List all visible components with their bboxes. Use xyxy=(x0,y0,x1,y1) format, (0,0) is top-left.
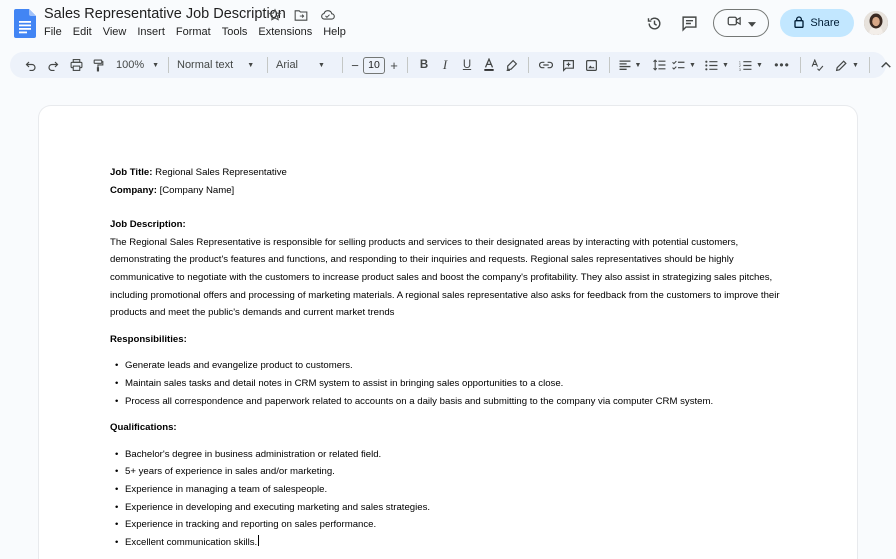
menu-help[interactable]: Help xyxy=(323,26,346,38)
description-paragraph: The Regional Sales Representative is responsible for selling products and services to their designated areas by interacting with potential customers, demonstrating the product's features and functions, and responding to their inquiries and requests. Regional sales representatives should be highly communicative to negotiate with the customers to increase product sales and boost the company's profitability. They also assist in strategizing sales pitches, including promotional offers and processing of marketing materials. A regional sales representative also asks for feedback from the customers to improve their products and meet the public's demands and current market trends xyxy=(110,236,780,319)
job-title-label: Job Title: xyxy=(110,167,153,178)
list-item: • 5+ years of experience in sales and/or marketing. xyxy=(110,463,790,481)
underline-icon[interactable]: U xyxy=(462,59,472,71)
list-item: • Experience in developing and executing marketing and sales strategies. xyxy=(110,499,790,517)
divider xyxy=(168,57,169,73)
menu-format[interactable]: Format xyxy=(175,26,211,38)
insert-image-icon[interactable] xyxy=(579,54,603,76)
numbered-list-icon[interactable]: 1 2 3 ▼ xyxy=(739,59,763,71)
list-item: • Maintain sales tasks and detail notes in CRM system to assist in bringing sales opportunities to a close. xyxy=(110,375,790,393)
menu-extensions[interactable]: Extensions xyxy=(258,26,313,38)
line-spacing-icon[interactable] xyxy=(648,54,670,76)
redo-icon[interactable] xyxy=(42,54,64,76)
company-line xyxy=(110,182,790,200)
menu-edit[interactable]: Edit xyxy=(72,26,92,38)
list-item: • Bachelor's degree in business administration or related field. xyxy=(110,446,790,464)
checklist-icon[interactable]: ▼ xyxy=(670,54,698,76)
app-header xyxy=(0,0,896,50)
list-item: • Generate leads and evangelize product to customers. xyxy=(110,357,790,375)
divider xyxy=(407,57,408,73)
folder-move-icon[interactable] xyxy=(292,7,310,23)
paint-format-icon[interactable] xyxy=(88,54,108,76)
bulleted-list-icon[interactable]: ▼ xyxy=(702,54,732,76)
comments-icon[interactable] xyxy=(678,12,700,34)
svg-text:2: 2 xyxy=(739,63,741,68)
divider xyxy=(342,57,343,73)
chevron-down-icon xyxy=(748,14,756,32)
style-value: Normal text xyxy=(177,59,234,71)
description-heading: Job Description: xyxy=(110,219,186,231)
align-icon[interactable]: ▼ xyxy=(616,54,644,76)
editing-mode-icon[interactable]: ▼ xyxy=(831,54,863,76)
svg-text:1: 1 xyxy=(739,59,741,64)
insert-comment-icon[interactable] xyxy=(557,54,579,76)
divider xyxy=(528,57,529,73)
list-item: • Process all correspondence and paperwork related to accounts on a daily basis and submitting to the company via computer CRM system. xyxy=(110,393,790,411)
company-label: Company: xyxy=(110,184,157,196)
qualifications-list xyxy=(110,446,790,552)
cloud-status-icon[interactable] xyxy=(318,7,336,23)
chevron-down-icon: ▼ xyxy=(152,61,160,69)
chevron-up-icon[interactable] xyxy=(876,54,896,76)
list-item: • Experience in managing a team of salespeople. xyxy=(110,481,790,499)
divider xyxy=(869,57,870,73)
bold-icon[interactable]: B xyxy=(419,59,429,71)
history-icon[interactable] xyxy=(643,12,665,34)
responsibilities-heading: Responsibilities: xyxy=(110,333,187,345)
divider xyxy=(800,57,801,73)
share-label: Share xyxy=(810,17,840,29)
menu-insert[interactable]: Insert xyxy=(137,26,165,38)
divider xyxy=(609,57,610,73)
text-cursor xyxy=(258,535,259,546)
decrease-font-size-button[interactable]: − xyxy=(351,57,359,73)
menu-bar xyxy=(44,25,357,39)
chevron-down-icon: ▼ xyxy=(247,61,255,69)
spellcheck-icon[interactable] xyxy=(807,54,827,76)
text-color-icon[interactable] xyxy=(478,54,500,76)
list-item-last: • Excellent communication skills. xyxy=(110,534,790,552)
menu-file[interactable]: File xyxy=(44,26,62,38)
job-title-line xyxy=(110,164,790,182)
document-title[interactable]: Sales Representative Job Description xyxy=(44,6,286,22)
zoom-value: 100% xyxy=(116,59,145,71)
company-value: [Company Name] xyxy=(156,184,235,196)
increase-font-size-button[interactable]: + xyxy=(390,57,398,73)
style-select[interactable] xyxy=(175,54,261,76)
divider xyxy=(267,57,268,73)
zoom-select[interactable] xyxy=(116,54,162,76)
video-camera-icon xyxy=(727,14,742,32)
menu-view[interactable]: View xyxy=(102,26,127,38)
document-body[interactable] xyxy=(110,164,790,551)
qualifications-heading: Qualifications: xyxy=(110,422,177,434)
formatting-toolbar xyxy=(10,52,886,78)
share-button[interactable] xyxy=(780,9,854,37)
font-select[interactable] xyxy=(274,54,336,76)
google-docs-icon[interactable] xyxy=(14,9,36,38)
print-icon[interactable] xyxy=(64,54,88,76)
undo-icon[interactable] xyxy=(22,54,40,76)
responsibilities-list xyxy=(110,357,790,410)
menu-tools[interactable]: Tools xyxy=(221,26,248,38)
more-options-icon[interactable]: ••• xyxy=(774,58,790,72)
list-item: • Experience in tracking and reporting on sales performance. xyxy=(110,516,790,534)
lock-icon xyxy=(794,16,804,31)
document-page[interactable] xyxy=(39,106,857,559)
highlight-color-icon[interactable] xyxy=(500,54,522,76)
font-size-input[interactable]: 10 xyxy=(361,54,387,76)
star-icon[interactable] xyxy=(266,7,284,23)
font-value: Arial xyxy=(276,59,299,71)
job-title-value: Regional Sales Representative xyxy=(152,167,287,178)
italic-icon[interactable]: I xyxy=(442,57,448,72)
meet-button[interactable] xyxy=(713,9,769,37)
chevron-down-icon: ▼ xyxy=(318,61,325,69)
svg-text:3: 3 xyxy=(739,67,741,71)
insert-link-icon[interactable] xyxy=(535,54,557,76)
avatar[interactable] xyxy=(864,11,888,35)
